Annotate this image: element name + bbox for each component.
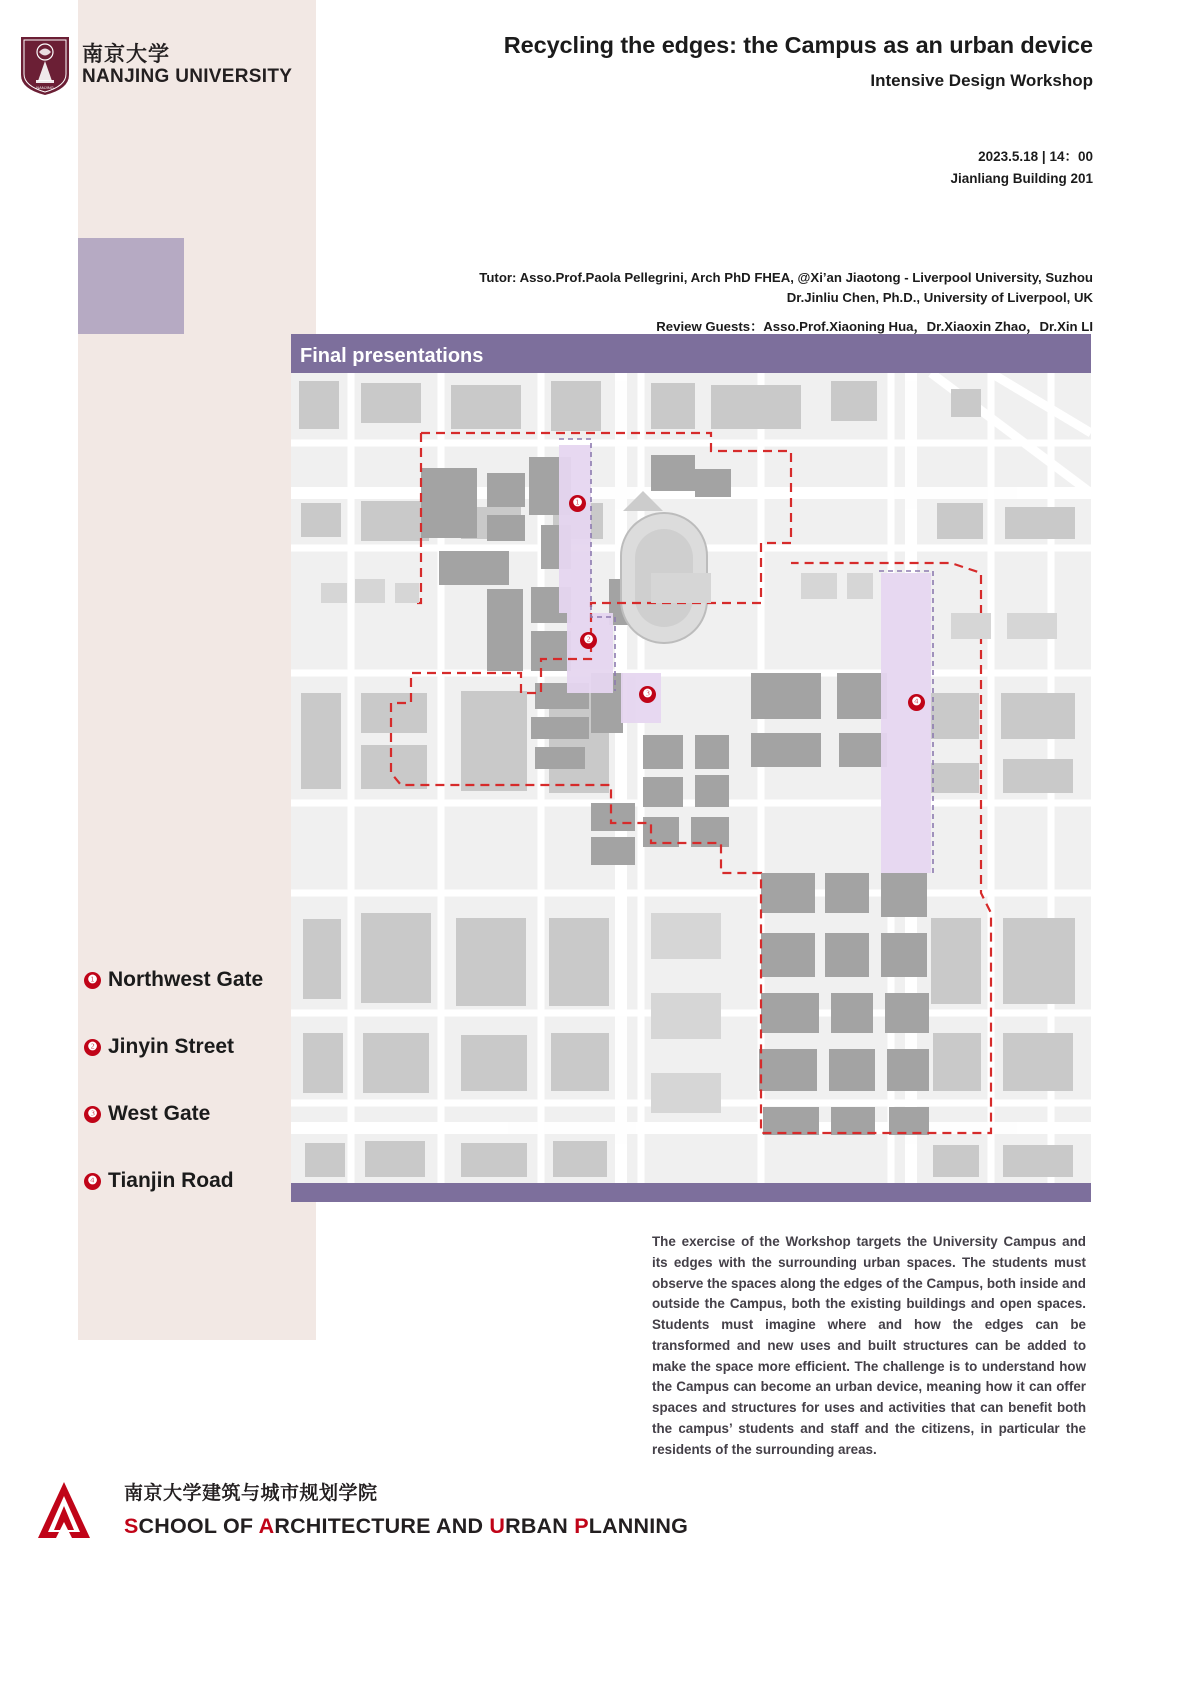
nanjing-university-seal-icon — [18, 35, 72, 95]
page-title: Recycling the edges: the Campus as an urban device — [503, 32, 1093, 58]
legend-label-2: Jinyin Street — [108, 1035, 235, 1058]
school-name-block — [124, 1478, 688, 1539]
university-logo — [18, 30, 308, 100]
event-datetime: 2023.5.18 | 14：00 — [978, 149, 1093, 164]
left-purple-accent-block — [78, 238, 184, 334]
page-subtitle: Intensive Design Workshop — [870, 71, 1093, 90]
legend-item-3[interactable] — [84, 1102, 314, 1126]
university-name-cn: 南京大学 — [82, 42, 170, 66]
legend-marker-3-icon: ❸ — [84, 1106, 101, 1123]
tutor-line-2: Dr.Jinliu Chen, Ph.D., University of Liverpool, UK — [786, 290, 1093, 306]
title-block — [373, 32, 1093, 91]
workshop-description: The exercise of the Workshop targets the University Campus and its edges with the surrounding urban spaces. The students must observe the spaces along the edges of the Campus, both inside and outside the Campus, both the existing buildings and open spaces. Students must imagine where and how the edges can be transformed and new uses and built structures can be added to make the space more efficient. The challenge is to understand how the Campus can become an urban device, meaning how it can offer spaces and structures for uses and activities that can benefit both the campus’ students and staff and the citizens, in particular the residents of the surrounding areas. — [652, 1234, 1086, 1457]
map-marker-4[interactable]: ❹ — [908, 694, 925, 711]
campus-map[interactable] — [291, 373, 1091, 1183]
map-marker-3[interactable]: ❸ — [639, 686, 656, 703]
event-venue: Jianliang Building 201 — [950, 170, 1093, 186]
legend-label-3: West Gate — [108, 1102, 211, 1125]
final-presentations-banner-label: Final presentations — [300, 345, 484, 367]
university-logo-text — [82, 43, 292, 88]
legend-label-4: Tianjin Road — [108, 1169, 234, 1192]
footer — [36, 1478, 756, 1558]
legend-item-4[interactable] — [84, 1169, 314, 1193]
map-marker-2[interactable]: ❷ — [580, 632, 597, 649]
school-triangle-mark-icon — [36, 1480, 90, 1540]
tutor-line-1: Tutor: Asso.Prof.Paola Pellegrini, Arch PhD FHEA, @Xi’an Jiaotong - Liverpool University, Suzhou — [479, 270, 1093, 285]
legend-marker-1-icon: ❶ — [84, 972, 101, 989]
legend-item-1[interactable] — [84, 968, 314, 992]
university-name-en: NANJING UNIVERSITY — [82, 66, 293, 88]
review-guests: Review Guests：Asso.Prof.Xiaoning Hua，Dr.Xiaoxin Zhao，Dr.Xin LI — [656, 318, 1093, 334]
legend-label-1: Northwest Gate — [108, 968, 264, 991]
map-marker-1[interactable]: ❶ — [569, 495, 586, 512]
school-name-en: SCHOOL OF ARCHITECTURE AND URBAN PLANNING — [124, 1514, 689, 1538]
tutors-block — [263, 268, 1093, 337]
legend-marker-4-icon: ❹ — [84, 1173, 101, 1190]
legend-item-2[interactable] — [84, 1035, 314, 1059]
school-name-cn: 南京大学建筑与城市规划学院 — [124, 1483, 378, 1504]
event-meta — [373, 146, 1093, 189]
svg-text:NANJING: NANJING — [36, 85, 54, 90]
legend-marker-2-icon: ❷ — [84, 1039, 101, 1056]
map-legend — [84, 968, 314, 1236]
